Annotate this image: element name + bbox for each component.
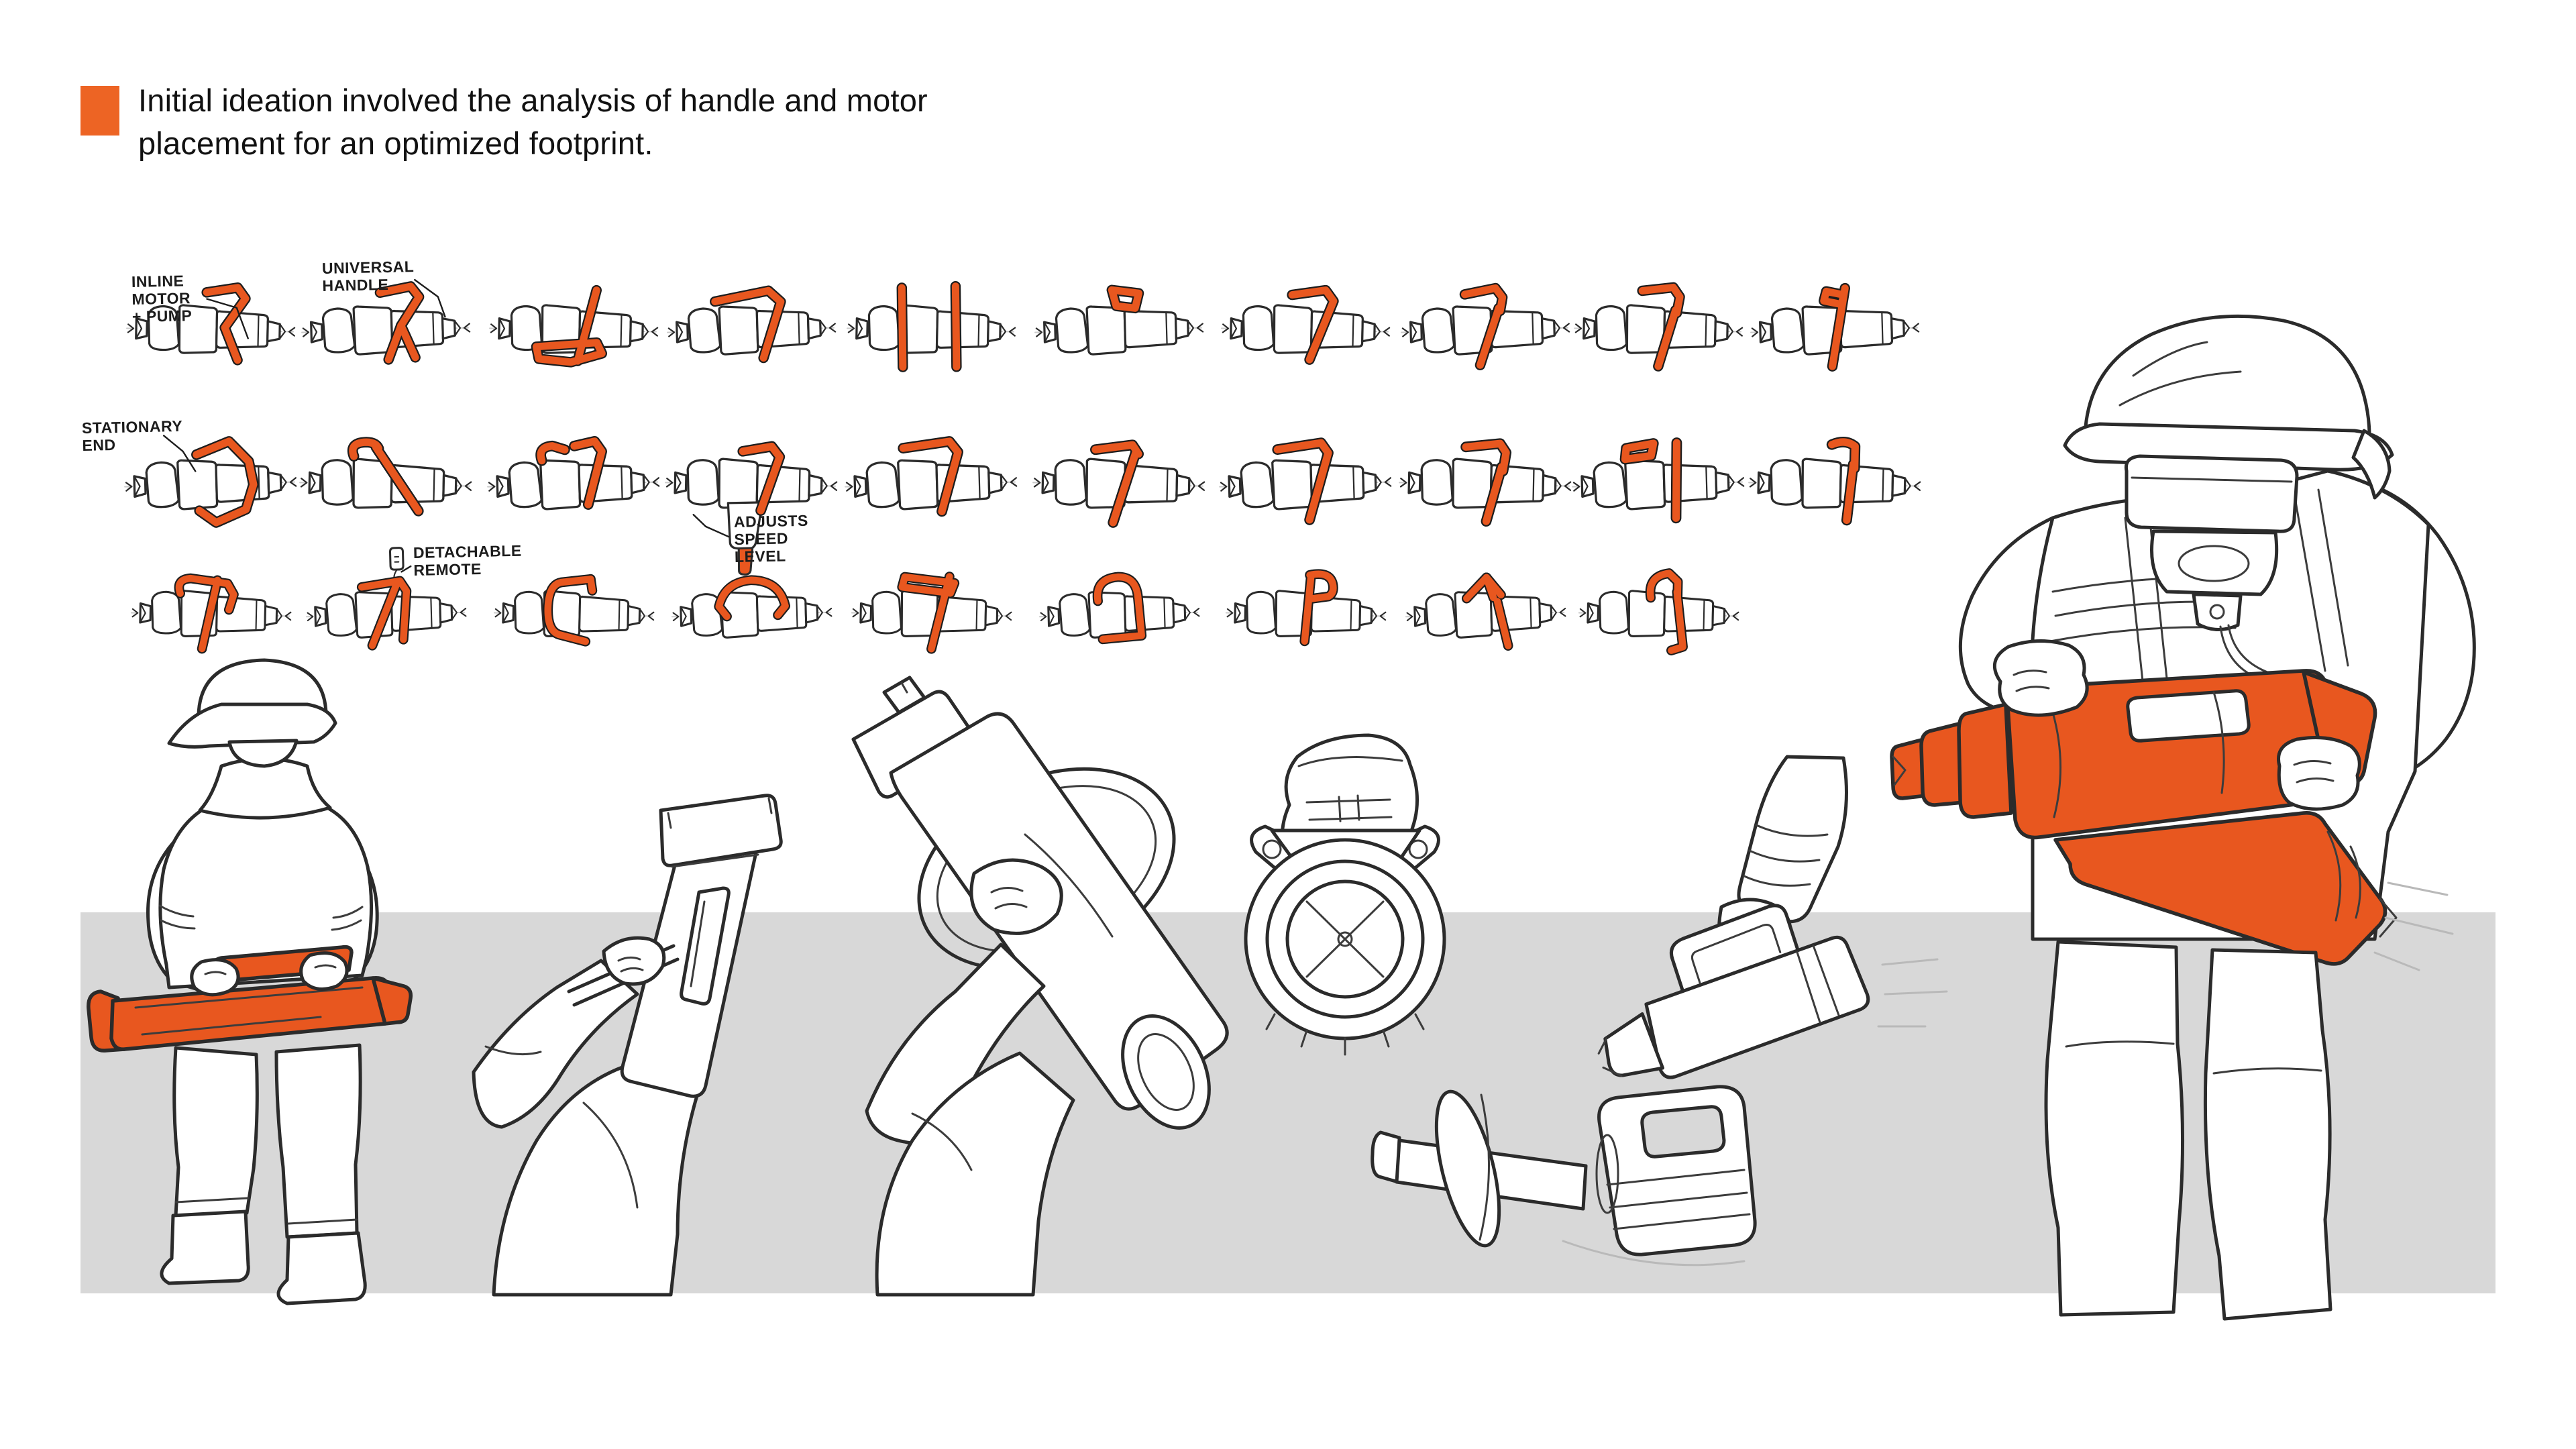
svg-text:END: END — [82, 435, 116, 454]
annotation-adjusts-speed-level — [694, 512, 809, 567]
svg-text:INLINE: INLINE — [131, 272, 184, 290]
svg-text:DETACHABLE: DETACHABLE — [413, 541, 522, 561]
annotation-stationary-end — [82, 417, 196, 474]
svg-text:HANDLE: HANDLE — [322, 275, 389, 294]
svg-text:UNIVERSAL: UNIVERSAL — [321, 258, 415, 277]
annotation-detachable-remote — [401, 542, 523, 580]
annotation-universal-handle — [322, 257, 445, 319]
annotation-inline-motor-pump — [131, 270, 248, 341]
svg-text:+ PUMP: + PUMP — [131, 307, 193, 325]
caption-text: Initial ideation involved the analysis of handle and motor placement for an optimized footprint. — [138, 83, 928, 161]
svg-text:ADJUSTS: ADJUSTS — [733, 511, 809, 531]
svg-text:LEVEL: LEVEL — [734, 547, 786, 566]
svg-text:MOTOR: MOTOR — [131, 289, 191, 308]
svg-text:SPEED: SPEED — [734, 529, 789, 548]
orange-square-bullet-icon — [80, 86, 119, 136]
caption-block — [80, 79, 1024, 165]
svg-text:STATIONARY: STATIONARY — [81, 417, 183, 437]
svg-text:REMOTE: REMOTE — [413, 559, 482, 579]
